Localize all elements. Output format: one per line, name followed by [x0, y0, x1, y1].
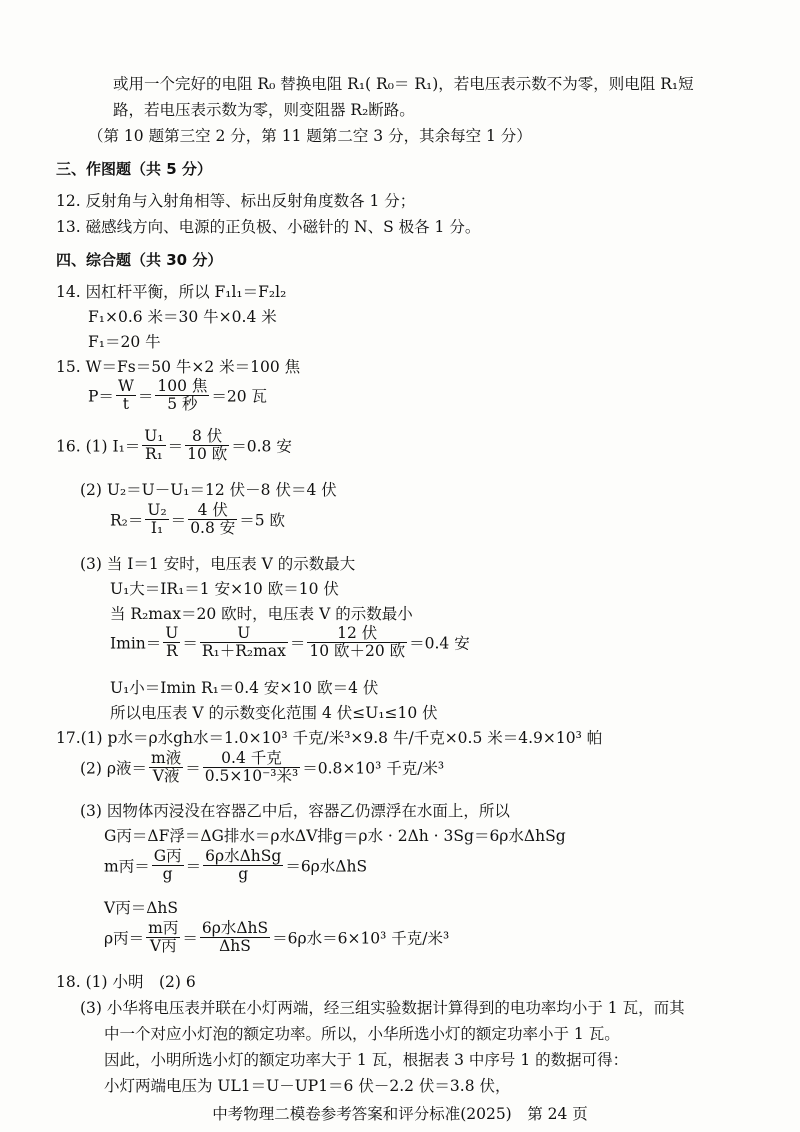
answer-18-line: 中一个对应小灯泡的额定功率。所以，小华所选小灯的额定功率小于 1 瓦。: [104, 1025, 620, 1043]
answer-17-2-formula: (2) ρ液＝ $\frac{\text{m液}}{\text{V液}}$ ＝ $\frac{\text{0.4 千克}}{\text{0.5×10⁻³米³}}$ ＝0.8×10³ 千克/米³: [80, 749, 445, 785]
section-heading: 三、作图题（共 5 分）: [56, 160, 212, 178]
answer-12: 12. 反射角与入射角相等、标出反射角度数各 1 分；: [56, 192, 416, 210]
answer-18-line: 因此，小明所选小灯的额定功率大于 1 瓦，根据表 3 中序号 1 的数据可得：: [104, 1051, 629, 1069]
answer-13: 13. 磁感线方向、电源的正负极、小磁针的 N、S 极各 1 分。: [56, 218, 481, 236]
answer-17-3-line: (3) 因物体丙浸没在容器乙中后，容器乙仍漂浮在水面上，所以: [80, 802, 510, 820]
answer-18-line: 小灯两端电压为 UL1＝U－UP1＝6 伏－2.2 伏＝3.8 伏，: [104, 1077, 511, 1095]
answer-14-line: 14. 因杠杆平衡，所以 F₁l₁＝F₂l₂: [56, 283, 287, 301]
answer-14-line: F₁＝20 牛: [88, 333, 161, 351]
answer-18-line: (3) 小华将电压表并联在小灯两端，经三组实验数据计算得到的电功率均小于 1 瓦，而其: [80, 999, 685, 1017]
answer-16-2-line: (2) U₂＝U－U₁＝12 伏－8 伏＝4 伏: [80, 481, 337, 499]
answer-16-3-line: U₁小＝Imin R₁＝0.4 安×10 欧＝4 伏: [110, 679, 379, 697]
text-line: 路，若电压表示数为零，则变阻器 R₂断路。: [113, 101, 415, 119]
scoring-note: （第 10 题第三空 2 分，第 11 题第二空 3 分，其余每空 1 分）: [88, 127, 532, 145]
answer-16-3-line: 所以电压表 V 的示数变化范围 4 伏≤U₁≤10 伏: [110, 704, 438, 722]
answer-17-1-line: 17.(1) p水＝ρ水gh水＝1.0×10³ 千克/米³×9.8 牛/千克×0.5 米＝4.9×10³ 帕: [56, 729, 603, 747]
answer-18-line: 18. (1) 小明 (2) 6: [56, 973, 196, 991]
answer-17-3-line: G丙＝ΔF浮＝ΔG排水＝ρ水ΔV排g＝ρ水 · 2Δh · 3Sg＝6ρ水ΔhSg: [104, 827, 566, 845]
answer-16-3-line: (3) 当 I＝1 安时，电压表 V 的示数最大: [80, 555, 356, 573]
answer-15-line: 15. W＝Fs＝50 牛×2 米＝100 焦: [56, 358, 301, 376]
page-footer: 中考物理二模卷参考答案和评分标准(2025) 第 24 页: [212, 1105, 588, 1123]
answer-17-3-mass-formula: m丙＝ $\frac{\text{G丙}}{g}$ ＝ $\frac{\text{6ρ水ΔhSg}}{g}$ ＝6ρ水ΔhS: [104, 847, 368, 883]
answer-16-3-line: 当 R₂max＝20 欧时，电压表 V 的示数最小: [110, 605, 413, 623]
text-line: 或用一个完好的电阻 R₀ 替换电阻 R₁( R₀＝ R₁)，若电压表示数不为零，则电阻 R₁短: [113, 75, 694, 93]
answer-16-1-formula: 16. (1) I₁＝ $\frac{\text{U₁}}{\text{R₁}}$ ＝ $\frac{\text{8 伏}}{\text{10 欧}}$ ＝0.8 安: [56, 427, 292, 463]
answer-17-3-density-formula: ρ丙＝ $\frac{\text{m丙}}{\text{V丙}}$ ＝ $\frac{\text{6ρ水ΔhS}}{\text{ΔhS}}$ ＝6ρ水＝6×10³ 千克/米³: [104, 919, 450, 955]
answer-15-power-formula: P＝ $\frac{W}{t}$ ＝ $\frac{\text{100 焦}}{\text{5 秒}}$ ＝20 瓦: [88, 377, 268, 413]
answer-16-2-formula: R₂＝ $\frac{\text{U₂}}{\text{I₁}}$ ＝ $\frac{\text{4 伏}}{\text{0.8 安}}$ ＝5 欧: [110, 501, 286, 537]
answer-17-3-line: V丙＝ΔhS: [104, 899, 178, 917]
section-heading: 四、综合题（共 30 分）: [56, 251, 223, 269]
answer-16-3-current-formula: Imin＝ $\frac{U}{R}$ ＝ $\frac{U}{\text{R₁＋R₂max}}$ ＝ $\frac{\text{12 伏}}{\text{10 欧＋20 欧}}$ ＝0.4 安: [110, 624, 470, 660]
answer-14-line: F₁×0.6 米＝30 牛×0.4 米: [88, 308, 277, 326]
answer-16-3-line: U₁大＝IR₁＝1 安×10 欧＝10 伏: [110, 580, 339, 598]
